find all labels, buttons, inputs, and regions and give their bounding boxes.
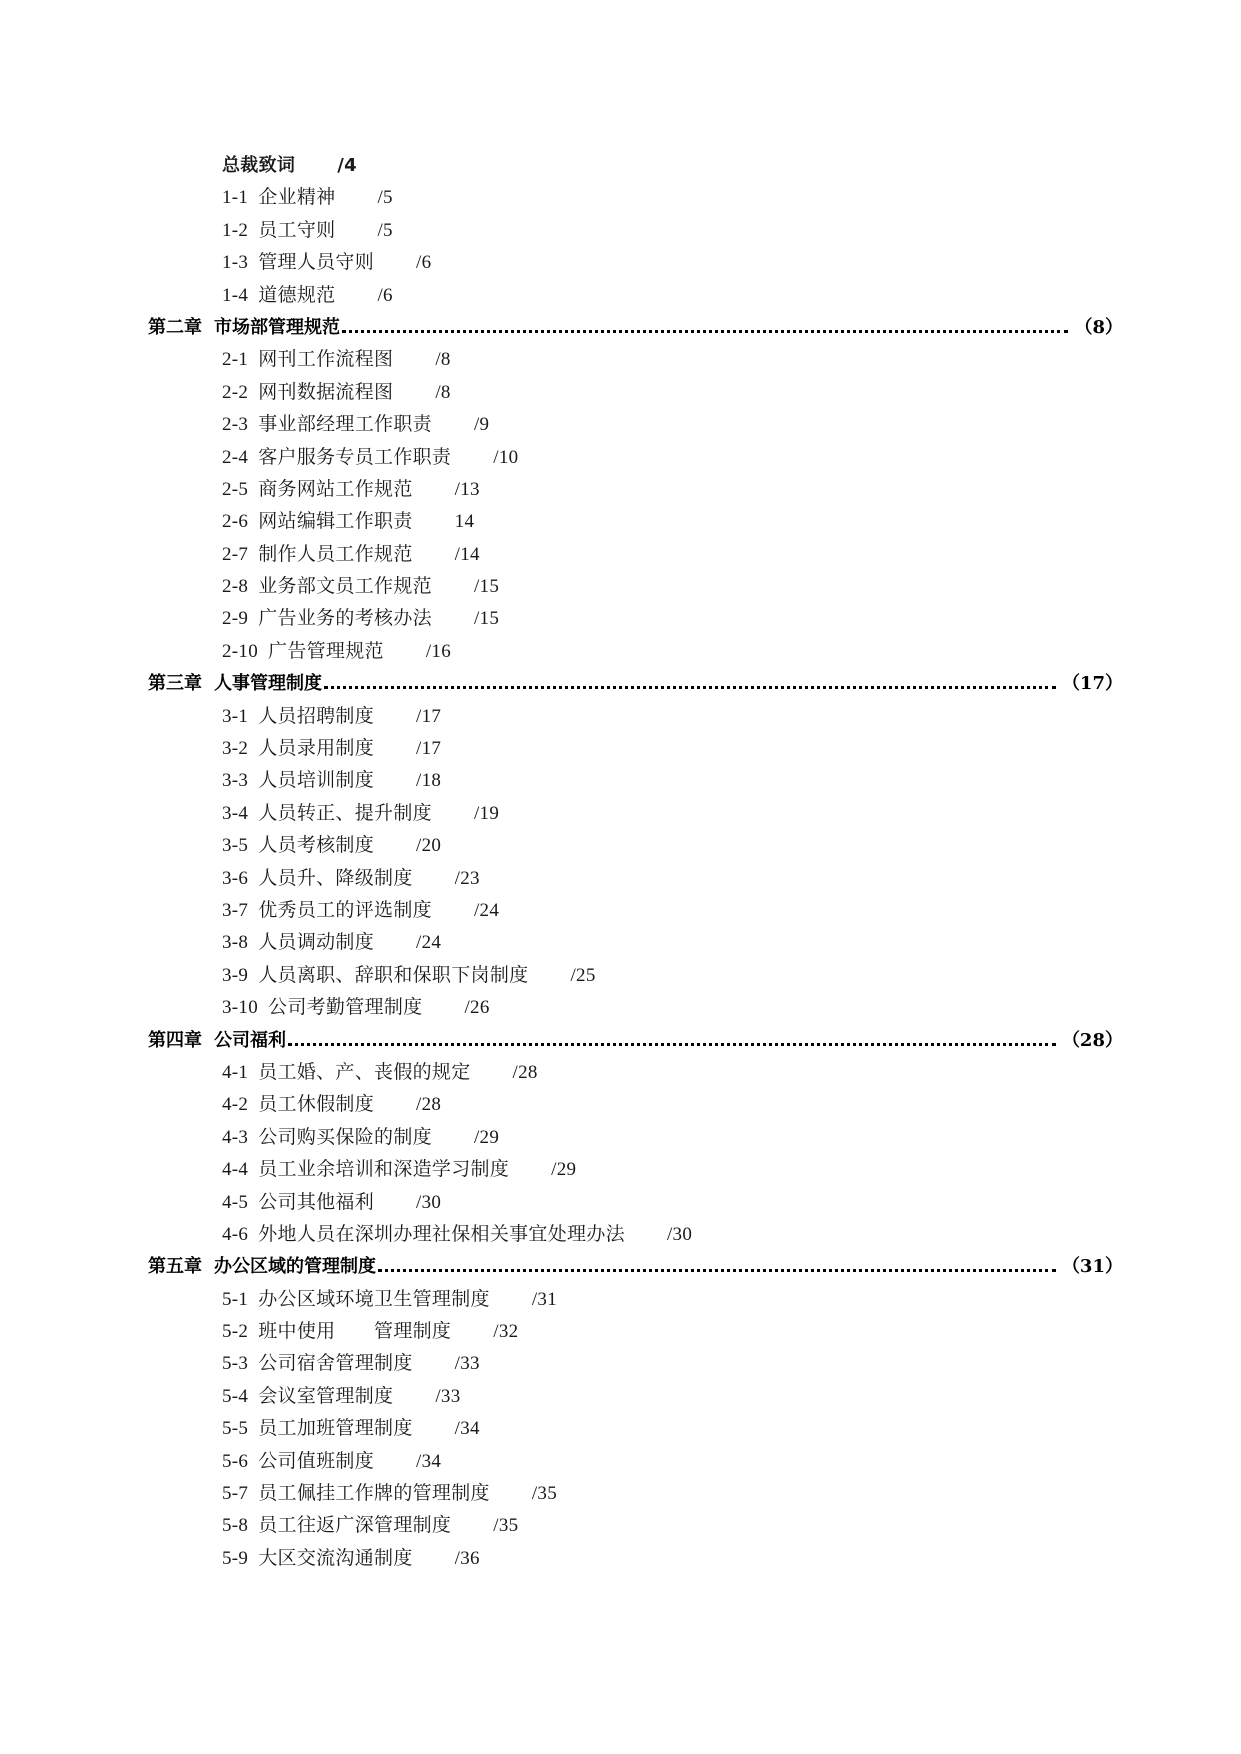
toc-entry-row bbox=[0, 1089, 1241, 1121]
toc-entry-title: 制作人员工作规范 bbox=[258, 543, 413, 565]
toc-entry-title: 人员离职、辞职和保职下岗制度 bbox=[258, 964, 529, 986]
toc-entry-number: 2-4 bbox=[222, 446, 249, 468]
toc-entry-number: 4-6 bbox=[222, 1223, 249, 1245]
toc-entry[interactable] bbox=[222, 1446, 441, 1478]
toc-chapter-heading[interactable] bbox=[148, 668, 1123, 700]
dot-leader bbox=[324, 683, 1056, 689]
toc-entry-row bbox=[0, 992, 1241, 1024]
toc-entry-number: 5-1 bbox=[222, 1288, 249, 1310]
toc-entry-row bbox=[0, 1478, 1241, 1510]
toc-entry[interactable] bbox=[222, 1348, 480, 1380]
chapter-title: 人事管理制度 bbox=[214, 673, 322, 695]
toc-entry-title: 广告管理规范 bbox=[268, 640, 384, 662]
toc-entry[interactable] bbox=[222, 992, 490, 1024]
toc-entry-number: 4-2 bbox=[222, 1094, 249, 1116]
toc-entry[interactable] bbox=[222, 1478, 557, 1510]
toc-entry-title: 人员培训制度 bbox=[258, 770, 375, 792]
toc-entry[interactable] bbox=[222, 409, 489, 441]
toc-entry-title: 公司购买保险的制度 bbox=[258, 1126, 432, 1148]
toc-entry-page: /15 bbox=[473, 608, 500, 630]
toc-entry[interactable] bbox=[222, 927, 441, 959]
toc-entry-page: /29 bbox=[551, 1159, 577, 1181]
toc-entry[interactable] bbox=[222, 182, 393, 214]
toc-entry-row bbox=[0, 1446, 1241, 1478]
toc-entry-number: 2-7 bbox=[222, 543, 249, 565]
toc-entry-number: 1-1 bbox=[222, 187, 249, 209]
toc-entry[interactable] bbox=[222, 442, 518, 474]
toc-entry-number: 5-7 bbox=[222, 1483, 249, 1505]
toc-intro-page: /4 bbox=[337, 155, 357, 176]
toc-entry-title: 人员转正、提升制度 bbox=[258, 802, 432, 824]
toc-entry[interactable] bbox=[222, 1284, 557, 1316]
chapter-page: （8） bbox=[1074, 316, 1123, 338]
toc-entry-number: 3-1 bbox=[222, 705, 249, 727]
toc-entry[interactable] bbox=[222, 863, 480, 895]
toc-entry-number: 2-2 bbox=[222, 381, 249, 403]
toc-entry[interactable] bbox=[222, 830, 441, 862]
toc-entry-number: 5-8 bbox=[222, 1515, 249, 1537]
toc-entry-number: 2-6 bbox=[222, 511, 249, 533]
toc-entry-row bbox=[0, 1316, 1241, 1348]
toc-entry-title: 业务部文员工作规范 bbox=[258, 576, 432, 598]
toc-entry-page: /29 bbox=[473, 1126, 500, 1148]
toc-entry-row bbox=[0, 344, 1241, 376]
toc-entry-row bbox=[0, 1413, 1241, 1445]
toc-entry-title: 人员调动制度 bbox=[258, 932, 375, 954]
toc-entry-page: /19 bbox=[473, 802, 500, 824]
dot-leader bbox=[342, 327, 1068, 333]
dot-leader bbox=[378, 1266, 1056, 1272]
toc-entry-row bbox=[0, 280, 1241, 312]
toc-entry-number: 3-7 bbox=[222, 899, 249, 921]
chapter-page: （28） bbox=[1061, 1029, 1123, 1051]
toc-entry[interactable] bbox=[222, 247, 431, 279]
toc-entry[interactable] bbox=[222, 377, 451, 409]
toc-entry-number: 3-4 bbox=[222, 802, 249, 824]
toc-entry-title: 优秀员工的评选制度 bbox=[258, 899, 432, 921]
toc-entry-page: /30 bbox=[666, 1223, 693, 1245]
toc-entry-number: 5-9 bbox=[222, 1547, 249, 1569]
toc-entry-page: /16 bbox=[425, 640, 452, 662]
toc-chapter-heading[interactable] bbox=[148, 1251, 1123, 1283]
toc-entry-page: 14 bbox=[454, 511, 475, 533]
toc-entry-number: 3-5 bbox=[222, 835, 249, 857]
toc-intro-row bbox=[0, 150, 1241, 182]
toc-entry-number: 3-8 bbox=[222, 932, 249, 954]
toc-entry-row bbox=[0, 377, 1241, 409]
toc-entry-row bbox=[0, 474, 1241, 506]
toc-entry[interactable] bbox=[222, 571, 499, 603]
toc-entry-row bbox=[0, 927, 1241, 959]
toc-entry-page: /10 bbox=[493, 446, 519, 468]
toc-entry-number: 4-1 bbox=[222, 1061, 249, 1083]
toc-entry-row bbox=[0, 863, 1241, 895]
chapter-title: 市场部管理规范 bbox=[214, 316, 340, 338]
toc-entry[interactable] bbox=[222, 280, 393, 312]
toc-entry[interactable] bbox=[222, 539, 480, 571]
toc-entry-row bbox=[0, 1543, 1241, 1575]
toc-entry-number: 3-10 bbox=[222, 997, 259, 1019]
toc-entry-title: 人员招聘制度 bbox=[258, 705, 375, 727]
toc-entry-page: /17 bbox=[416, 705, 442, 727]
toc-entry-title: 人员升、降级制度 bbox=[258, 867, 413, 889]
toc-entry-page: /17 bbox=[416, 738, 442, 760]
toc-entry-page: /6 bbox=[377, 284, 393, 306]
toc-entry-row bbox=[0, 1510, 1241, 1542]
toc-chapter-heading[interactable] bbox=[148, 312, 1123, 344]
toc-entry-row bbox=[0, 1122, 1241, 1154]
toc-intro-title: 总裁致词 bbox=[222, 155, 296, 176]
toc-entry[interactable] bbox=[222, 636, 451, 668]
toc-entry-row bbox=[0, 442, 1241, 474]
toc-entry-title: 外地人员在深圳办理社保相关事宜处理办法 bbox=[258, 1223, 625, 1245]
toc-entry-page: /8 bbox=[435, 349, 451, 371]
toc-entry-title: 商务网站工作规范 bbox=[258, 478, 413, 500]
toc-entry-number: 3-3 bbox=[222, 770, 249, 792]
toc-entry-title: 人员录用制度 bbox=[258, 738, 375, 760]
toc-entry-row bbox=[0, 636, 1241, 668]
toc-entry-page: /23 bbox=[454, 867, 480, 889]
toc-entry-number: 3-6 bbox=[222, 867, 249, 889]
toc-entry-number: 2-5 bbox=[222, 478, 249, 500]
toc-entry[interactable] bbox=[222, 215, 393, 247]
toc-entry-page: /15 bbox=[473, 576, 500, 598]
toc-entry[interactable] bbox=[222, 474, 480, 506]
toc-entry-row bbox=[0, 539, 1241, 571]
toc-entry-row bbox=[0, 701, 1241, 733]
toc-chapter-row bbox=[0, 1025, 1241, 1057]
toc-entry-page: /20 bbox=[416, 835, 442, 857]
toc-entry-title: 道德规范 bbox=[258, 284, 336, 306]
toc-entry-page: /26 bbox=[464, 997, 490, 1019]
toc-entry-row bbox=[0, 960, 1241, 992]
toc-entry-number: 5-4 bbox=[222, 1385, 249, 1407]
toc-entry-page: /24 bbox=[416, 932, 442, 954]
toc-entry-page: /25 bbox=[570, 964, 596, 986]
toc-entry[interactable] bbox=[222, 344, 451, 376]
toc-entry-title: 公司值班制度 bbox=[258, 1450, 375, 1472]
toc-entry-number: 4-4 bbox=[222, 1159, 249, 1181]
toc-entry-number: 4-3 bbox=[222, 1126, 249, 1148]
toc-entry-row bbox=[0, 1057, 1241, 1089]
toc-entry-page: /13 bbox=[454, 478, 480, 500]
toc-entry-page: /24 bbox=[473, 899, 500, 921]
toc-entry[interactable] bbox=[222, 506, 474, 538]
toc-entry-title: 大区交流沟通制度 bbox=[258, 1547, 413, 1569]
toc-entry-row bbox=[0, 1348, 1241, 1380]
toc-entry-title: 办公区域环境卫生管理制度 bbox=[258, 1288, 490, 1310]
toc-entry-page: /36 bbox=[454, 1547, 480, 1569]
toc-entry[interactable] bbox=[222, 1122, 499, 1154]
chapter-title: 公司福利 bbox=[214, 1029, 286, 1051]
toc-entry[interactable] bbox=[222, 1381, 461, 1413]
toc-entry-number: 1-3 bbox=[222, 252, 249, 274]
toc-entry-row bbox=[0, 215, 1241, 247]
toc-entry-row bbox=[0, 1154, 1241, 1186]
toc-entry-title: 企业精神 bbox=[258, 187, 336, 209]
toc-entry-title: 事业部经理工作职责 bbox=[258, 414, 432, 436]
toc-chapter-row bbox=[0, 312, 1241, 344]
toc-entry-row bbox=[0, 733, 1241, 765]
toc-entry-number: 2-3 bbox=[222, 414, 249, 436]
toc-entry-title: 客户服务专员工作职责 bbox=[258, 446, 452, 468]
toc-entry-page: /34 bbox=[416, 1450, 442, 1472]
toc-entry-number: 5-5 bbox=[222, 1418, 249, 1440]
toc-entry-title: 管理人员守则 bbox=[258, 252, 375, 274]
toc-entry[interactable] bbox=[222, 1316, 518, 1348]
toc-entry-row bbox=[0, 830, 1241, 862]
toc-entry-title: 人员考核制度 bbox=[258, 835, 375, 857]
toc-entry-row bbox=[0, 247, 1241, 279]
toc-entry-page: /31 bbox=[531, 1288, 558, 1310]
toc-chapter-row bbox=[0, 668, 1241, 700]
toc-entry[interactable] bbox=[222, 1219, 692, 1251]
toc-entry-page: /34 bbox=[454, 1418, 480, 1440]
toc-intro-entry[interactable] bbox=[222, 150, 357, 182]
toc-entry[interactable] bbox=[222, 798, 499, 830]
toc-entry-row bbox=[0, 506, 1241, 538]
toc-entry-title: 网站编辑工作职责 bbox=[258, 511, 413, 533]
toc-entry-row bbox=[0, 182, 1241, 214]
chapter-title: 办公区域的管理制度 bbox=[214, 1256, 376, 1278]
toc-entry-title: 班中使用 管理制度 bbox=[258, 1321, 452, 1343]
toc-entry-title: 员工休假制度 bbox=[258, 1094, 375, 1116]
toc-entry-number: 3-2 bbox=[222, 738, 249, 760]
chapter-page: （31） bbox=[1061, 1256, 1123, 1278]
toc-entry-number: 3-9 bbox=[222, 964, 249, 986]
toc-entry[interactable] bbox=[222, 1187, 441, 1219]
toc-entry-number: 2-10 bbox=[222, 640, 259, 662]
table-of-contents bbox=[0, 150, 1241, 1575]
toc-entry-title: 员工佩挂工作牌的管理制度 bbox=[258, 1483, 490, 1505]
toc-entry-number: 1-4 bbox=[222, 284, 249, 306]
toc-entry-number: 2-9 bbox=[222, 608, 249, 630]
toc-entry[interactable] bbox=[222, 603, 499, 635]
toc-entry-title: 会议室管理制度 bbox=[258, 1385, 394, 1407]
toc-entry-row bbox=[0, 1284, 1241, 1316]
toc-entry-number: 2-8 bbox=[222, 576, 249, 598]
toc-entry-page: /35 bbox=[493, 1515, 519, 1537]
toc-entry-page: /28 bbox=[512, 1061, 538, 1083]
toc-entry[interactable] bbox=[222, 701, 441, 733]
toc-entry-title: 员工业余培训和深造学习制度 bbox=[258, 1159, 510, 1181]
toc-entry[interactable] bbox=[222, 1413, 480, 1445]
toc-entry-page: /28 bbox=[416, 1094, 442, 1116]
toc-entry[interactable] bbox=[222, 895, 499, 927]
toc-entry-number: 5-6 bbox=[222, 1450, 249, 1472]
toc-entry-row bbox=[0, 603, 1241, 635]
toc-entry-title: 网刊数据流程图 bbox=[258, 381, 394, 403]
toc-entry-title: 员工守则 bbox=[258, 219, 336, 241]
toc-entry-title: 公司其他福利 bbox=[258, 1191, 375, 1213]
toc-entry[interactable] bbox=[222, 1543, 480, 1575]
toc-entry-page: /5 bbox=[377, 219, 393, 241]
toc-entry[interactable] bbox=[222, 1089, 441, 1121]
chapter-label: 第四章 bbox=[148, 1029, 202, 1051]
toc-chapter-heading[interactable] bbox=[148, 1025, 1123, 1057]
toc-entry-row bbox=[0, 798, 1241, 830]
toc-entry-title: 员工往返广深管理制度 bbox=[258, 1515, 452, 1537]
toc-entry-row bbox=[0, 1219, 1241, 1251]
dot-leader bbox=[288, 1040, 1056, 1046]
toc-entry-number: 5-3 bbox=[222, 1353, 249, 1375]
chapter-label: 第五章 bbox=[148, 1256, 202, 1278]
toc-entry-page: /9 bbox=[473, 414, 490, 436]
toc-entry-page: /18 bbox=[416, 770, 442, 792]
toc-entry-page: /32 bbox=[493, 1321, 519, 1343]
toc-entry-page: /35 bbox=[531, 1483, 558, 1505]
toc-entry-number: 2-1 bbox=[222, 349, 249, 371]
toc-entry[interactable] bbox=[222, 960, 596, 992]
chapter-label: 第三章 bbox=[148, 673, 202, 695]
toc-entry-number: 4-5 bbox=[222, 1191, 249, 1213]
toc-entry-page: /30 bbox=[416, 1191, 442, 1213]
toc-entry-row bbox=[0, 1187, 1241, 1219]
toc-entry-title: 公司宿舍管理制度 bbox=[258, 1353, 413, 1375]
chapter-label: 第二章 bbox=[148, 316, 202, 338]
toc-entry-row bbox=[0, 409, 1241, 441]
toc-entry-page: /14 bbox=[454, 543, 480, 565]
toc-entry-title: 员工婚、产、丧假的规定 bbox=[258, 1061, 471, 1083]
toc-entry-number: 5-2 bbox=[222, 1321, 249, 1343]
toc-entry-title: 公司考勤管理制度 bbox=[268, 997, 423, 1019]
toc-entry-row bbox=[0, 1381, 1241, 1413]
toc-entry[interactable] bbox=[222, 1154, 576, 1186]
toc-entry-page: /33 bbox=[454, 1353, 480, 1375]
toc-entry-page: /33 bbox=[435, 1385, 461, 1407]
chapter-page: （17） bbox=[1061, 673, 1123, 695]
toc-entry-title: 员工加班管理制度 bbox=[258, 1418, 413, 1440]
toc-chapter-row bbox=[0, 1251, 1241, 1283]
toc-entry-row bbox=[0, 765, 1241, 797]
toc-entry-title: 广告业务的考核办法 bbox=[258, 608, 432, 630]
toc-entry[interactable] bbox=[222, 765, 441, 797]
toc-entry-number: 1-2 bbox=[222, 219, 249, 241]
toc-entry[interactable] bbox=[222, 1510, 518, 1542]
toc-entry-row bbox=[0, 571, 1241, 603]
toc-entry-row bbox=[0, 895, 1241, 927]
toc-entry-page: /8 bbox=[435, 381, 451, 403]
toc-entry[interactable] bbox=[222, 1057, 538, 1089]
toc-entry-page: /5 bbox=[377, 187, 393, 209]
toc-entry-title: 网刊工作流程图 bbox=[258, 349, 394, 371]
toc-entry[interactable] bbox=[222, 733, 441, 765]
toc-entry-page: /6 bbox=[416, 252, 432, 274]
